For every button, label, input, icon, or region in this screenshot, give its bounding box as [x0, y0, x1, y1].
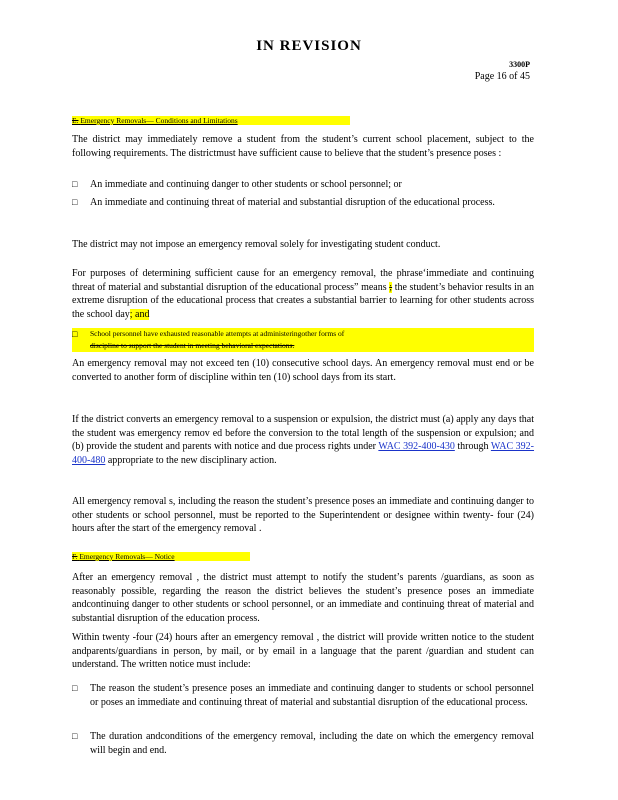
list-item	[72, 730, 534, 757]
paragraph-convert-end: appropriate to the new disciplinary action.	[107, 454, 277, 466]
section-f-heading	[72, 552, 250, 561]
section-e-intro: The district may immediately remove a student from the student’s current school placement, subject to the following requirements. The districtmust have sufficient cause to believe that the student’s presence poses :	[72, 134, 534, 159]
bullet-icon: □	[72, 197, 78, 207]
highlighted-line-1: School personnel have exhausted reasonable attempts at administeringother forms of	[90, 329, 345, 338]
paragraph-written-notice: Within twenty -four (24) hours after an emergency removal , the district will provide written notice to the student andparents/guardians in person, by mail, or by email in a language that the parent /guardian and student can understand. The written notice must include:	[72, 632, 534, 670]
list-item	[72, 196, 534, 210]
highlighted-list-item	[72, 328, 534, 352]
highlighted-line-2: discipline to support the student in meeting behavioral expectations.	[90, 341, 295, 350]
bullet-icon: □	[72, 731, 78, 741]
inserted-mark: ; and	[129, 308, 150, 320]
paragraph-convert-through: through	[457, 441, 489, 452]
list-item-text: An immediate and continuing threat of material and substantial disruption of the educational process.	[90, 197, 495, 208]
deleted-mark: ;	[389, 281, 393, 293]
paragraph-convert	[72, 413, 534, 467]
list-item	[72, 682, 534, 709]
section-e-heading	[72, 116, 350, 125]
paragraph-notify: After an emergency removal , the district must attempt to notify the student’s parents /guardians, as soon as reasonably possible, regarding the reason the district believes the student’s presence poses an immediate andcontinuing danger to other students or school personnel, or an immediate and continuing threat of material and substantial disruption of the education process.	[72, 572, 534, 624]
document-number: 3300P	[509, 60, 530, 69]
bullet-icon: □	[72, 329, 78, 339]
list-item-text: The reason the student’s presence poses an immediate and continuing danger to students or school personnel or poses an immediate and continuing threat of material and substantial disruption of the educational process.	[90, 683, 534, 708]
bullet-icon: □	[72, 683, 78, 693]
paragraph-purposes-text: For purposes of determining sufficient cause for an emergency removal, the phrase‘immediate and continuing threat of material and substantial disruption of the educational process” means	[72, 268, 534, 293]
paragraph-investigate: The district may not impose an emergency removal solely for investigating student conduct.	[72, 239, 441, 250]
paragraph-convert-text: If the district converts an emergency removal to a suspension or expulsion, the district must (a) apply any days that the student was emergency remov ed before the conversion to the total length of the suspension or expulsion; and (b) provide the student and parents with notice and due process rights under	[72, 414, 534, 452]
wac-link-430[interactable]: WAC 392-400-430	[378, 441, 455, 452]
section-f-title: Emergency Removals— Notice	[79, 552, 175, 561]
wac-link-480[interactable]: WAC 392-400-480	[72, 441, 535, 466]
paragraph-report: All emergency removal s, including the reason the student’s presence poses an immediate and continuing danger to other students or school personnel, must be reported to the Superintendent or designee within twenty- four (24) hours after the start of the emergency removal .	[72, 496, 534, 534]
list-item-text: The duration andconditions of the emergency removal, including the date on which the emergency removal will begin and end.	[90, 731, 534, 756]
paragraph-purposes-text-2: the student’s behavior results in an extreme disruption of the educational process that creates a substantial barrier to learning for other students across the school day	[72, 281, 534, 320]
list-item	[72, 178, 534, 192]
paragraph-limit: An emergency removal may not exceed ten (10) consecutive school days. An emergency removal must end or be converted to another form of discipline within ten (10) school days from its start.	[72, 358, 534, 383]
paragraph-purposes	[72, 267, 534, 321]
page-title: IN REVISION	[256, 38, 362, 54]
section-e-letter: E.	[72, 116, 79, 125]
section-f-letter: F.	[72, 552, 78, 561]
bullet-icon: □	[72, 179, 78, 189]
section-e-title: Emergency Removals— Conditions and Limitations	[80, 116, 238, 125]
list-item-text: An immediate and continuing danger to other students or school personnel; or	[90, 179, 402, 190]
page-number: Page 16 of 45	[474, 71, 530, 82]
